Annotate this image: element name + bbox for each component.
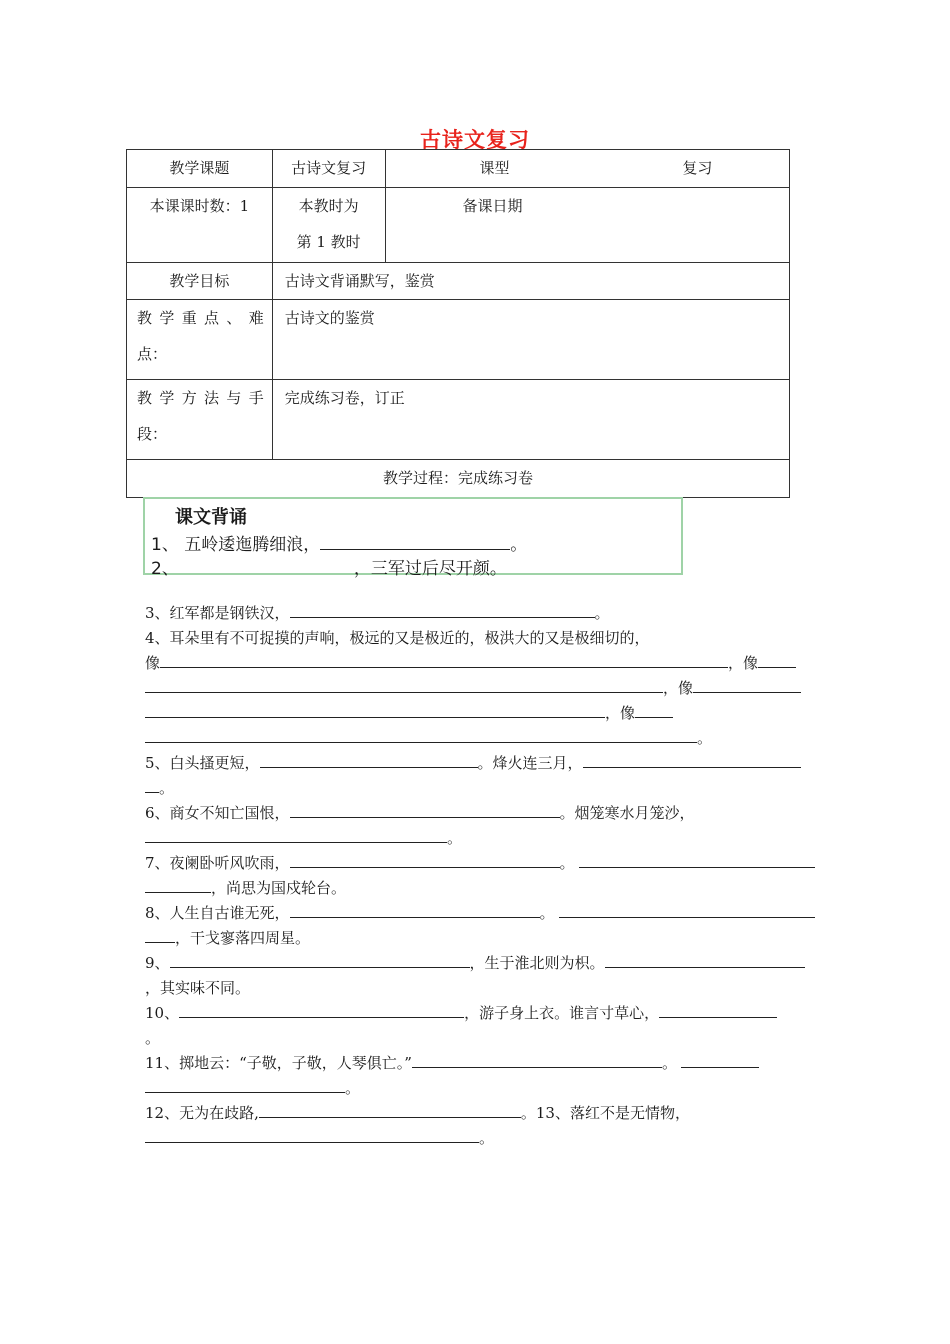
q4-blank-2a[interactable] [758, 653, 796, 668]
focus-label-line-2: 点： [137, 345, 168, 363]
q1-blank[interactable] [320, 535, 510, 550]
q6-end: 。 [447, 829, 463, 847]
topic-value-cell [272, 150, 385, 188]
recite-question-1 [151, 530, 527, 555]
q4-blank-4a[interactable] [635, 703, 673, 718]
period-line-1: 本教时为 [298, 197, 359, 215]
question-9 [145, 953, 805, 973]
lesson-plan-table [126, 149, 790, 498]
q6-blank-2[interactable] [145, 828, 447, 843]
q7-text: 7、夜阑卧听风吹雨， [145, 854, 290, 872]
q9-end: ，其实味不同。 [145, 979, 251, 997]
q11-dot: 。 [661, 1054, 677, 1072]
q4-end: 。 [697, 729, 713, 747]
q9-blank-2[interactable] [605, 953, 805, 968]
q10-num: 10、 [145, 1004, 180, 1022]
recite-heading: 课文背诵 [175, 507, 247, 528]
question-11-line-2 [145, 1078, 360, 1098]
q4-blank-2b[interactable] [145, 678, 663, 693]
question-4-line-3 [145, 703, 673, 723]
q4-text: 4、耳朵里有不可捉摸的声响，极远的又是极近的，极洪大的又是极细切的， [145, 629, 650, 647]
process-text: 教学过程：完成练习卷 [382, 469, 533, 487]
q5-blank-1[interactable] [260, 753, 478, 768]
q10-blank-1[interactable] [179, 1003, 464, 1018]
q7-end: ，尚思为国戍轮台。 [211, 879, 347, 897]
goal-value: 古诗文背诵默写，鉴赏 [284, 272, 435, 290]
q5-text-2: 。烽火连三月， [477, 754, 583, 772]
q11-end: 。 [345, 1079, 361, 1097]
q8-blank-2a[interactable] [559, 903, 815, 918]
q4-blank-1[interactable] [160, 653, 728, 668]
q13-text: 。13、落红不是无情物， [520, 1104, 690, 1122]
method-label-cell [127, 380, 273, 460]
question-4 [145, 628, 650, 648]
topic-label-cell [127, 150, 273, 188]
q3-text: 3、红军都是钢铁汉， [145, 604, 290, 622]
question-8-line-2 [145, 928, 310, 948]
q12-text: 12、无为在歧路, [145, 1104, 259, 1122]
q3-blank[interactable] [290, 603, 595, 618]
goal-value-cell [272, 263, 789, 300]
question-8 [145, 903, 815, 923]
question-3 [145, 603, 610, 623]
question-13-line-2 [145, 1128, 494, 1148]
method-label-line-2: 段： [137, 425, 168, 443]
q11-blank-1[interactable] [412, 1053, 662, 1068]
q5-end: 。 [159, 779, 175, 797]
question-10-line-2 [145, 1028, 160, 1048]
recite-question-2 [151, 554, 507, 579]
goal-label-cell [127, 263, 273, 300]
focus-value-cell [272, 300, 789, 380]
q2-prefix: 2、 [151, 559, 179, 579]
q7-blank-1[interactable] [290, 853, 560, 868]
topic-label: 教学课题 [169, 159, 230, 177]
recite-box [143, 497, 683, 579]
q4-like-3: ，像 [663, 679, 694, 697]
q2-blank[interactable] [179, 560, 354, 574]
q8-end: ，干戈寥落四周星。 [175, 929, 311, 947]
prep-date-cell [385, 188, 789, 263]
topic-value: 古诗文复习 [291, 159, 367, 177]
q4-like-2: ，像 [728, 654, 759, 672]
goal-label: 教学目标 [169, 272, 230, 290]
q7-blank-2b[interactable] [145, 878, 211, 893]
prep-date-label: 备课日期 [462, 197, 523, 215]
q4-like-4: ，像 [605, 704, 636, 722]
method-label-line-1: 教学方法与手 [137, 389, 264, 407]
q11-blank-2a[interactable] [681, 1053, 759, 1068]
q13-end: 。 [479, 1129, 495, 1147]
process-cell [127, 460, 790, 498]
q10-text: ，游子身上衣。谁言寸草心， [464, 1004, 660, 1022]
q5-text: 5、白头搔更短， [145, 754, 260, 772]
q1-prefix: 1、 五岭逶迤腾细浪， [151, 535, 321, 555]
question-4-line-4 [145, 728, 712, 748]
period-line-2: 第 1 教时 [296, 233, 361, 251]
question-11 [145, 1053, 759, 1073]
q5-blank-2b[interactable] [145, 778, 159, 793]
q6-text-2: 。烟笼寒水月笼沙， [559, 804, 695, 822]
q6-blank-1[interactable] [290, 803, 560, 818]
question-7 [145, 853, 815, 873]
q4-like-1: 像 [145, 654, 161, 672]
q11-blank-2b[interactable] [145, 1078, 345, 1093]
question-5 [145, 753, 801, 773]
q8-blank-2b[interactable] [145, 928, 175, 943]
q8-blank-1[interactable] [290, 903, 540, 918]
method-value: 完成练习卷，订正 [284, 389, 405, 407]
q2-suffix: ，三军过后尽开颜。 [353, 559, 507, 579]
question-10 [145, 1003, 777, 1023]
q11-text: 11、掷地云：“子敬，子敬，人琴俱亡。” [145, 1054, 412, 1072]
q8-dot: 。 [539, 904, 555, 922]
question-4-line-2 [145, 678, 801, 698]
focus-value: 古诗文的鉴赏 [284, 309, 375, 327]
period-cell [272, 188, 385, 263]
type-label: 课型 [479, 159, 510, 177]
q3-end: 。 [594, 604, 610, 622]
method-value-cell [272, 380, 789, 460]
q4-blank-4b[interactable] [145, 728, 697, 743]
type-cell [385, 150, 789, 188]
type-value: 复习 [682, 159, 713, 177]
q9-text: ，生于淮北则为枳。 [469, 954, 605, 972]
question-5-line-2 [145, 778, 174, 798]
q10-end: 。 [145, 1029, 161, 1047]
q9-num: 9、 [145, 954, 170, 972]
q4-blank-3a[interactable] [693, 678, 801, 693]
q6-text: 6、商女不知亡国恨， [145, 804, 290, 822]
question-7-line-2 [145, 878, 346, 898]
q10-blank-2[interactable] [659, 1003, 777, 1018]
hours-cell [127, 188, 273, 263]
q5-blank-2a[interactable] [583, 753, 801, 768]
q12-blank-1[interactable] [259, 1103, 521, 1118]
q7-dot: 。 [559, 854, 575, 872]
q8-text: 8、人生自古谁无死， [145, 904, 290, 922]
focus-label-cell [127, 300, 273, 380]
q7-blank-2a[interactable] [579, 853, 815, 868]
question-6 [145, 803, 695, 823]
page-title: 古诗文复习 [420, 128, 530, 152]
q4-blank-3b[interactable] [145, 703, 605, 718]
q9-blank-1[interactable] [170, 953, 470, 968]
question-4-line-1 [145, 653, 796, 673]
hours-label: 本课课时数：1 [149, 197, 250, 215]
question-9-line-2 [145, 978, 250, 998]
q1-suffix: 。 [510, 535, 528, 555]
question-12 [145, 1103, 690, 1123]
focus-label-line-1: 教学重点、难 [137, 309, 264, 327]
question-6-line-2 [145, 828, 462, 848]
q13-blank[interactable] [145, 1128, 479, 1143]
